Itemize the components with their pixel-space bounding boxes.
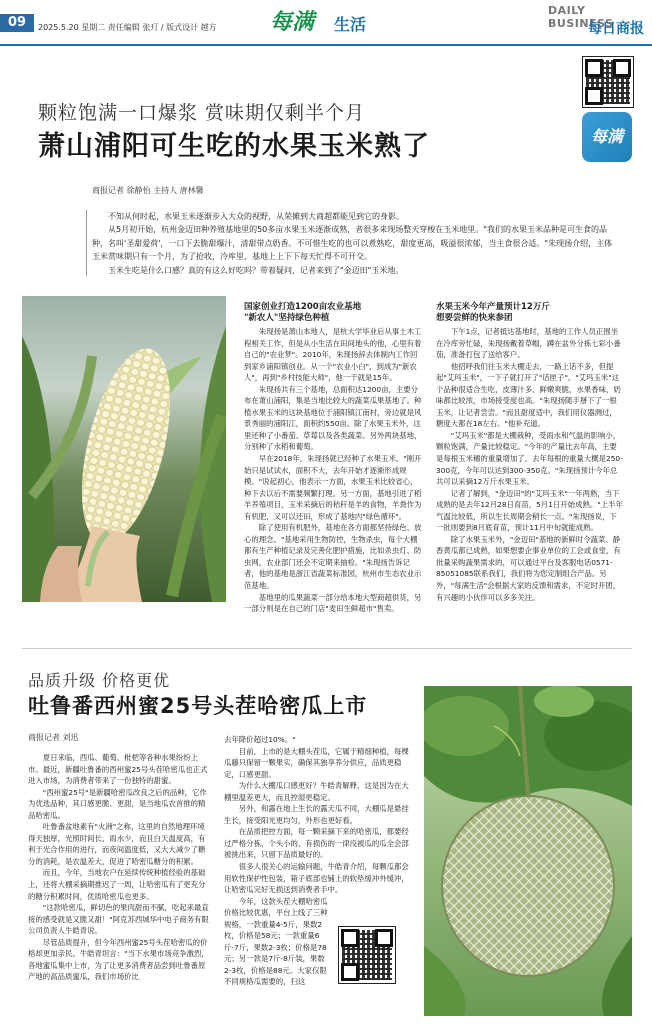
- article1-kicker: 颗粒饱满一口爆浆 赏味期仅剩半个月: [38, 102, 366, 124]
- article1-column-2: [436, 326, 624, 603]
- paper-name-en: DAILY BUSINESS: [548, 4, 614, 30]
- paper-name-cn: 每日商报: [588, 21, 644, 37]
- melon-photo: [424, 686, 632, 1016]
- col2-heading: 水果玉米今年产量预计12万斤 想要尝鲜的快来参团: [436, 302, 550, 323]
- paragraph: 基地里的瓜果蔬菜一部分给本地大型商超供货，另一部分则是在自己的门店"麦田生鲜超市"售卖。: [244, 592, 422, 614]
- page-number: 09: [0, 14, 34, 32]
- paragraph: "这款哈密瓜，鲜切色的果肉甜而不腻，吃起来最直接的感受就是又脆又甜！"阿克苏西城华中电子商务有限公司负责人牛皓青说。: [28, 903, 209, 936]
- paragraph: 记者了解到，"金迈田"的"艾玛玉米"一年两熟，当下成熟的是去年12月28日育苗，5月1日开始成熟。"上半年气温比较低，所以生长周期会稍长一点。"朱现扬说，下一批则要到8月底育苗，预计11月中旬就能成熟。: [436, 488, 623, 533]
- corn-illustration: [22, 296, 226, 602]
- lead-paragraph: 玉米生吃是什么口感？真的有这么好吃吗？带着疑问，记者来到了"金迈田"玉米地。: [108, 265, 404, 275]
- qr-code-purchase[interactable]: [338, 926, 396, 984]
- paragraph: 夏日来临，西瓜、葡萄、枇杷等各种水果纷纷上市。最近，新疆吐鲁番的西州蜜25号头茬哈密瓜也正式进入市场，为消费者带来了一份独特的甜蜜。: [28, 753, 208, 786]
- paragraph: 早在2018年，朱现扬就已经种了水果玉米。"刚开始只是试试水，面积不大，去年开始才逐渐形成规模。"说起初心，他表示一方面，水果玉米比较省心，种下去以后不需要频繁打理。另一方面，基地引进了稻羊养殖项目，玉米采摘后的秸秆是羊的食物，羊粪作为有机肥，又可以还田，形成了基地内"绿色循环"。: [244, 454, 422, 521]
- article2-column-1: [28, 752, 212, 983]
- article1-lead: [92, 210, 620, 277]
- edition-meta: 2025.5.20 星期二 责任编辑 张玎 / 版式设计 越方: [38, 23, 217, 32]
- paragraph: 朱现扬共有三个基地，总面积达1200亩，主要分布在萧山浦阳，集是当地比较大的蔬菜瓜果基地了。种植水果玉米的这块基地位于浦阳镇江南村，旁边就是风景秀丽的浦阳江，面积约550亩。除了水果玉米外，这里还种了小番茄、草莓以及各类蔬菜。另外两块基地，分别种了水稻和葡萄。: [244, 384, 422, 452]
- paragraph: 而且，今年，当地农户在延续传统种植经验的基础上，还将大棚采摘期推迟了一周，让哈密瓜有了更充分的糖分积累时间，优质哈密瓜也更多。: [28, 868, 206, 901]
- article2-title: 吐鲁番西州蜜25号头茬哈密瓜上市: [28, 694, 368, 718]
- section-name: 生活: [334, 15, 367, 34]
- article2-byline: 商报记者 刘迅: [28, 733, 79, 742]
- article1-byline: 商报记者 徐静怡 主持人 唐林馨: [92, 186, 204, 195]
- article1-column-1: [244, 326, 424, 615]
- paragraph: 尽管品质提升，但今年西州蜜25号头茬哈密瓜的价格却更加亲民。牛皓青坦言："当下水果市场竞争激烈，各地蜜瓜集中上市，为了让更多消费者品尝到吐鲁番原产地的高品质蜜瓜，我们市场价比: [28, 937, 209, 982]
- melon-illustration: [424, 686, 632, 1016]
- paragraph: 去年降价超过10%。": [224, 735, 296, 744]
- section-divider: [22, 648, 632, 649]
- article1-title: 萧山浦阳可生吃的水果玉米熟了: [38, 131, 430, 162]
- brand-logo: 每满: [270, 10, 315, 35]
- qr-code-top[interactable]: [582, 56, 634, 108]
- paragraph: 为什么大棚瓜口感更好？牛皓青解释，这是因为在大棚里温差更大，而且控湿更稳定。: [224, 781, 409, 802]
- lead-paragraph: 从5月初开始，杭州金迈田种养殖基地里的50多亩水果玉米逐渐成熟，者很多来现场整天穿梭在玉米地里。"我们的水果玉米品种是可生食的品种，名叫'圣甜爱荷'，一口下去脆甜爆汁，清甜带点奶香。不可惜生吃的也可以煮熟吃，甜度更高，吸溢很浓郁，当主食很合适。"朱现扬介绍，主体玉米赏味期只有一个月，为了抢收，冷库里，基地上上下下每天忙得不可开交。: [92, 225, 613, 262]
- paragraph: "西州蜜25号"是新疆哈密瓜改良之后的品种，它作为优选品种，其口感更脆、更甜，是当地瓜农首推的精品哈密瓜。: [28, 787, 207, 820]
- paragraph: 今年，这款头茬大棚哈密瓜价格比较优惠，平台上线了三种规格，一款重量4-5斤，果数2枚，价格是58元；一款重量6斤-7斤，果数2-3枚；价格是78元；另一款是7斤-8斤装，果数2-3枚，价格是88元。大家仅限不同规格瓜需要的，扫这: [224, 896, 328, 987]
- paragraph: 很多人很关心的运输问题，牛皓青介绍，每颗瓜都会用软性保护性包装，箱子底部也铺上的软垫缓冲外缓冲，让哈密瓜完好无损送到消费者手中。: [224, 862, 409, 895]
- lead-paragraph: 不知从何时起，水果玉米逐渐步入大众的视野，从荣摊到大商超都能见到它的身影。: [108, 212, 404, 221]
- paragraph: 在品质把控方面，每一颗采摘下来的哈密瓜，都要经过严格分拣，个头小的、有损伤的一律没被瓜的瓜全会部被挑出来，只留下品质最好的。: [224, 827, 409, 860]
- paragraph: 目前，上市的是大棚头茬瓜，它属于精细种植，每棵瓜藤只保留一颗果实，确保其独享养分供应，品质更稳定，口感更甜。: [224, 746, 409, 779]
- paragraph: 朱现扬是萧山本地人，是杭大学毕业后从事土木工程相关工作，但是从小生活在田间地头的他，心里有着自己的"农业梦"。2010年，朱现扬辞去体制内工作回到家乡浦阳镇创业。从一个"农业小白"，到成为"新农人"，再到"乡村技能大师"，他一干就是15年。: [244, 327, 422, 383]
- col1-heading: 国家创业打造1200亩农业基地 "新农人"坚持绿色种植: [244, 302, 362, 323]
- corn-photo: [22, 296, 226, 602]
- paragraph: 吐鲁番盆地素有"火洲"之称，这里的自然地理环境得天独厚，光照时间长、雨水少，而且白天温度高，有利于光合作用的进行，而夜间温度低，又大大减少了糖分的消耗，是农温差大，促进了哈密瓜糖分的积累。: [28, 822, 206, 866]
- paragraph: "艾玛玉米"都是大棚栽种，受雨水和气温的影响小，颗粒饱满，产量比较稳定。"今年的产量比去年高，主要是每根玉米穗的重量增加了。去年每根的重量大概是250-300克，今年可以达到300-350克。"朱现扬预计今年总共可以采摘12万斤水果玉米。: [436, 430, 623, 487]
- lead-rule: [86, 210, 87, 276]
- app-icon[interactable]: 每满: [582, 112, 632, 162]
- paragraph: 他招呼我们往玉米大棚走去，一路上话不多，但提起"艾玛玉米"，一下子就打开了"话匣子"。"艾玛玉米"这个品种很适合生吃，皮薄汁多、鲜嫩爽脆，水果香味，奶味都比较浓，市场接受度也高。"朱现扬随手掰下了一根玉米，让记者尝尝。"而且甜度适中，我们用仪器测过，糖度大都在18左右。"他补充道。: [436, 361, 621, 429]
- paragraph: 除了使用有机肥外，基地在各方面都坚持绿色、放心的理念。"基地采用生物防控，生物杀虫，每个大棚都有生产种植记录及完善化肥护措施，比如杀虫灯、防虫网，农业部门还会不定期来抽检。"朱现扬告诉记者，他的基地是浙江省蔬菜标准园，杭州市生态农业示范基地。: [244, 523, 422, 591]
- paragraph: 下午1点，记者抵达基地时，基地的工作人员正围坐在冷库旁忙碌，朱现扬戴着草帽，蹲在盆外分拣七彩小番茄，准备打包了送给客户。: [436, 327, 621, 360]
- header-rule: [0, 44, 652, 46]
- paragraph: 除了水果玉米外，"金迈田"基地的新鲜时令蔬菜、静香黄瓜都已成熟，如果想要企事业单位的工会或食堂，有批量采购蔬果需求的，可以通过平台及客服电话0571-85051085联系我们，我们将为您定制组合产品。另外，"每满生活"会根据大家的反馈和需求，不定时开团，有兴趣的小伙伴可以多多关注。: [436, 534, 621, 602]
- article2-kicker: 品质升级 价格更优: [28, 671, 171, 690]
- paragraph: 另外，和露在地上生长的露天瓜不同，大棚瓜是悬挂生长，接受阳光更均匀，外形也更好看。: [224, 804, 409, 825]
